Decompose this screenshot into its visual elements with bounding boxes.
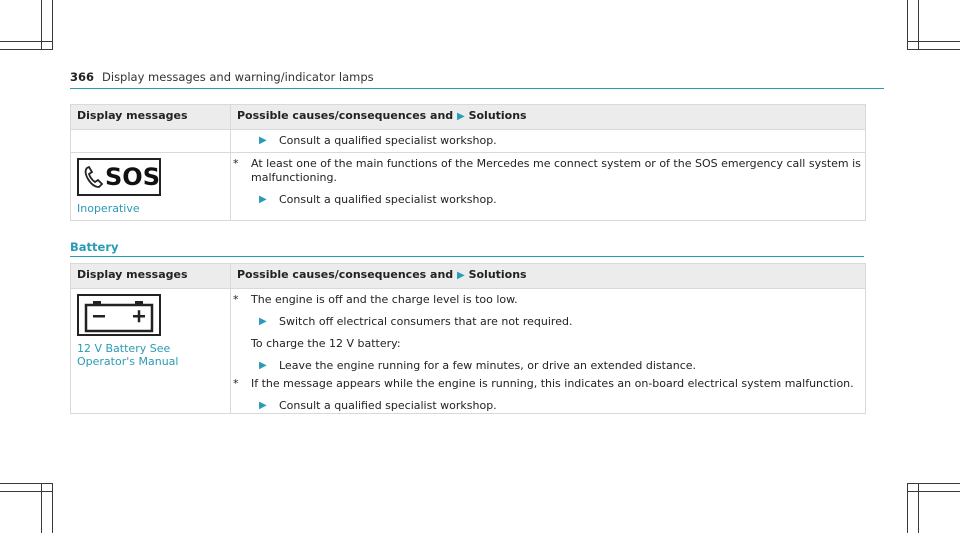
- display-messages-table: [70, 104, 866, 221]
- asterisk-marker: *: [233, 157, 239, 170]
- table-row: [71, 130, 866, 153]
- cause-text: The engine is off and the charge level is too low.: [251, 293, 518, 306]
- crop-mark: [0, 483, 52, 484]
- play-arrow-icon: ▶: [259, 400, 267, 411]
- action-item: [231, 193, 865, 207]
- section-rule: [70, 256, 864, 257]
- table-row: [71, 153, 866, 221]
- solutions-cell: [231, 130, 866, 153]
- asterisk-marker: *: [233, 377, 239, 390]
- battery-section-title: Battery: [70, 240, 119, 254]
- crop-mark: [41, 0, 42, 50]
- table-header-row: [71, 105, 866, 130]
- crop-mark: [918, 0, 919, 50]
- page-header-title: Display messages and warning/indicator lamps: [102, 70, 374, 84]
- play-arrow-icon: ▶: [457, 111, 465, 122]
- action-item: [231, 399, 865, 413]
- col-display-messages-header: Display messages: [71, 105, 231, 130]
- col-display-messages-header: Display messages: [71, 264, 231, 289]
- crop-mark: [0, 49, 52, 50]
- crop-mark: [907, 491, 960, 492]
- cause-text: At least one of the main functions of the Mercedes me connect system or of the SOS emergency call system is malfunctioning.: [251, 157, 861, 184]
- action-text: Consult a qualified specialist workshop.: [279, 134, 497, 147]
- play-arrow-icon: ▶: [259, 135, 267, 146]
- action-item: [231, 315, 865, 329]
- battery-icon: [77, 294, 161, 336]
- col-solutions-label: Solutions: [468, 109, 527, 122]
- col-causes-header: [231, 105, 866, 130]
- col-solutions-label: Solutions: [468, 268, 527, 281]
- causes-cell: [231, 289, 866, 414]
- crop-mark: [52, 0, 53, 50]
- battery-message-label: 12 V Battery See Operator's Manual: [77, 342, 179, 368]
- crop-mark: [907, 41, 960, 42]
- sos-message-cell: [71, 153, 231, 221]
- cause-item: [231, 293, 865, 307]
- action-text: Leave the engine running for a few minutes, or drive an extended distance.: [279, 359, 697, 372]
- asterisk-marker: *: [233, 293, 239, 306]
- crop-mark: [52, 483, 53, 533]
- play-arrow-icon: ▶: [259, 316, 267, 327]
- col-causes-header: [231, 264, 866, 289]
- table-row: [71, 289, 866, 414]
- empty-cell: [71, 130, 231, 153]
- col-causes-label: Possible causes/consequences and: [237, 109, 454, 122]
- battery-message-cell: [71, 289, 231, 414]
- cause-item: [231, 157, 865, 185]
- cause-text: If the message appears while the engine is running, this indicates an on-board electrical system malfunction.: [251, 377, 854, 390]
- crop-mark: [0, 491, 52, 492]
- header-rule: [70, 88, 884, 89]
- action-item: [231, 359, 865, 373]
- causes-cell: [231, 153, 866, 221]
- col-causes-label: Possible causes/consequences and: [237, 268, 454, 281]
- page-header: [70, 70, 374, 84]
- play-arrow-icon: ▶: [259, 360, 267, 371]
- sos-phone-icon: [77, 158, 161, 196]
- action-text: Consult a qualified specialist workshop.: [279, 399, 497, 412]
- crop-mark: [907, 49, 960, 50]
- action-text: Consult a qualified specialist workshop.: [279, 193, 497, 206]
- action-text: Switch off electrical consumers that are not required.: [279, 315, 573, 328]
- play-arrow-icon: ▶: [259, 194, 267, 205]
- battery-messages-table: [70, 263, 866, 414]
- action-item: [231, 134, 865, 148]
- play-arrow-icon: ▶: [457, 270, 465, 281]
- page-number: 366: [70, 70, 95, 84]
- sos-message-label: Inoperative: [77, 202, 140, 215]
- cause-item: [231, 377, 865, 391]
- crop-mark: [907, 483, 960, 484]
- note-text: To charge the 12 V battery:: [251, 337, 401, 350]
- crop-mark: [907, 0, 908, 50]
- table-header-row: [71, 264, 866, 289]
- crop-mark: [0, 41, 52, 42]
- sos-icon-text: SOS: [105, 163, 160, 191]
